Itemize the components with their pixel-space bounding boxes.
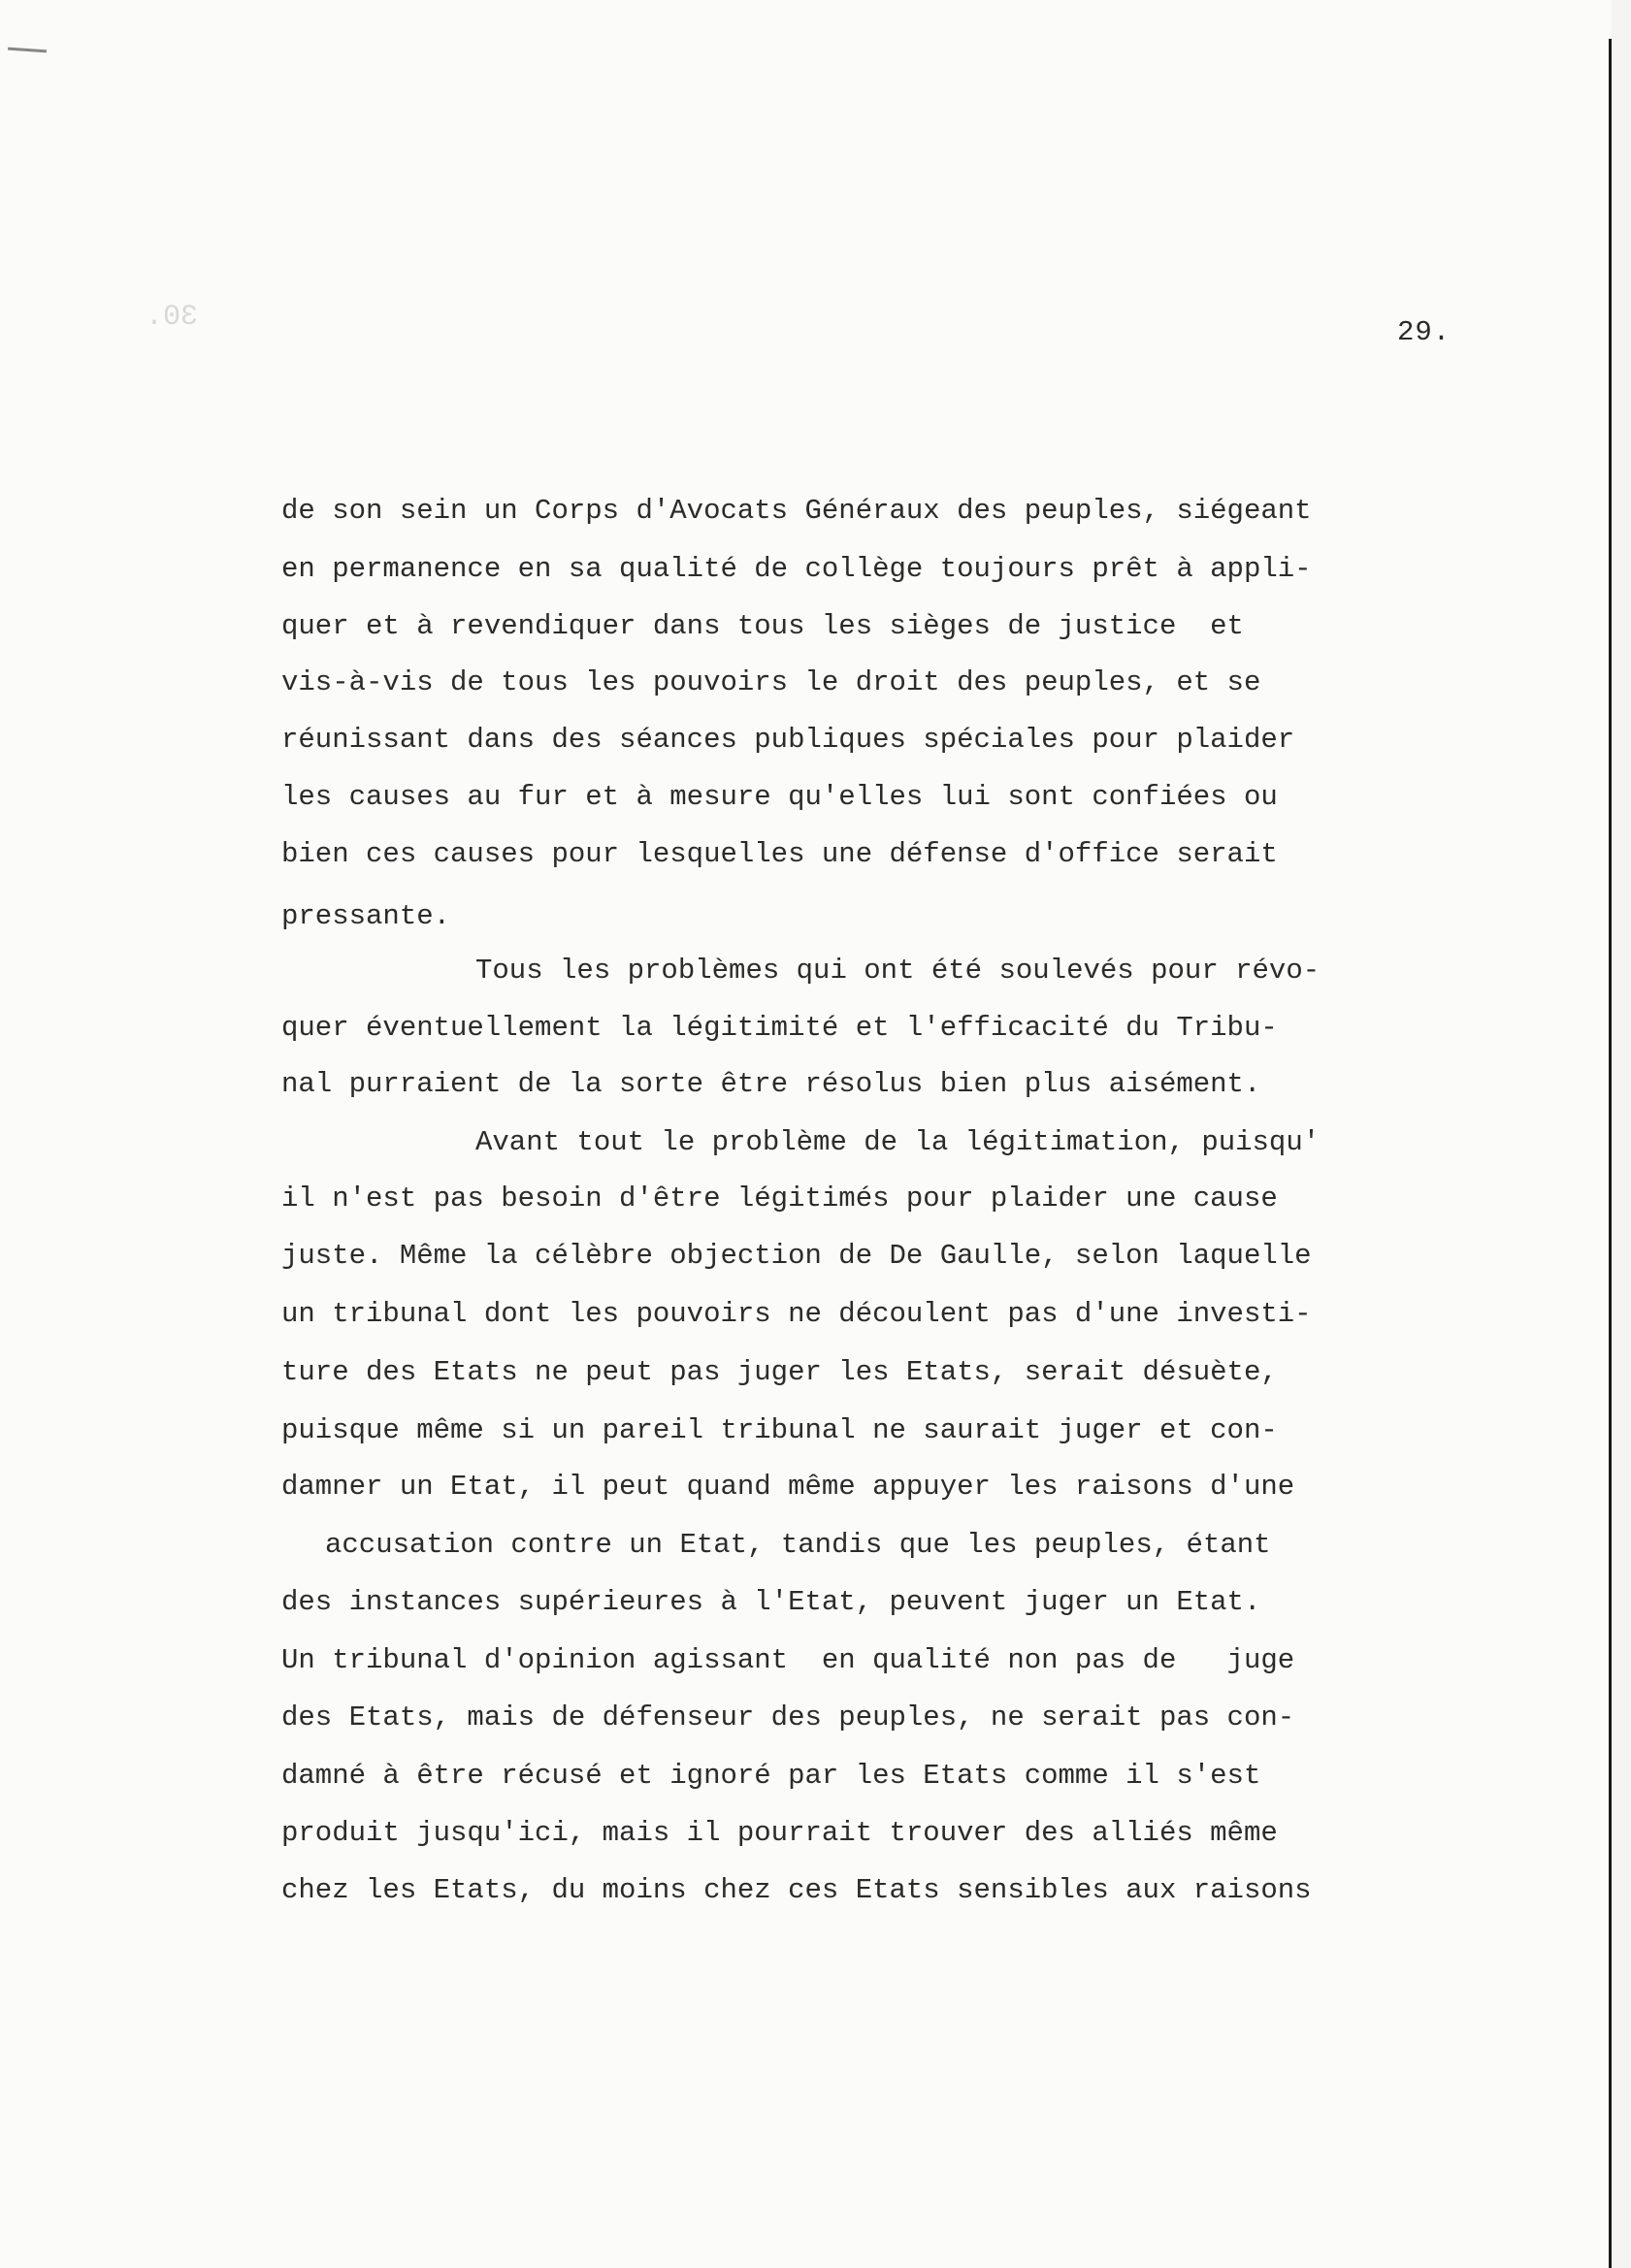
body-line: quer éventuellement la légitimité et l'efficacité du Tribu- — [281, 1012, 1278, 1044]
body-line: des instances supérieures à l'Etat, peuvent juger un Etat. — [281, 1586, 1261, 1618]
body-line: Tous les problèmes qui ont été soulevés pour révo- — [475, 955, 1321, 987]
page-number: 29. — [1397, 316, 1452, 348]
body-line: nal purraient de la sorte être résolus bien plus aisément. — [281, 1068, 1261, 1100]
body-line: Un tribunal d'opinion agissant en qualité non pas de juge — [281, 1644, 1295, 1676]
body-line: réunissant dans des séances publiques spéciales pour plaider — [281, 724, 1295, 756]
bleed-through-page-number: 30. — [146, 301, 199, 334]
body-line: damner un Etat, il peut quand même appuyer les raisons d'une — [281, 1471, 1295, 1503]
body-line: accusation contre un Etat, tandis que les peuples, étant — [325, 1529, 1271, 1561]
body-line: pressante. — [281, 900, 451, 932]
body-line: produit jusqu'ici, mais il pourrait trouver des alliés même — [281, 1817, 1278, 1849]
body-line: bien ces causes pour lesquelles une défense d'office serait — [281, 838, 1278, 870]
body-line: juste. Même la célèbre objection de De Gaulle, selon laquelle — [281, 1240, 1312, 1272]
body-line: des Etats, mais de défenseur des peuples, ne serait pas con- — [281, 1701, 1295, 1733]
right-margin-strip — [1612, 0, 1631, 2268]
body-line: Avant tout le problème de la légitimation, puisqu' — [475, 1126, 1321, 1158]
body-line: damné à être récusé et ignoré par les Etats comme il s'est — [281, 1760, 1261, 1792]
body-line: quer et à revendiquer dans tous les sièges de justice et — [281, 610, 1244, 642]
corner-mark — [8, 48, 47, 53]
body-line: en permanence en sa qualité de collège toujours prêt à appli- — [281, 553, 1312, 585]
body-line: il n'est pas besoin d'être légitimés pour plaider une cause — [281, 1183, 1278, 1215]
body-line: puisque même si un pareil tribunal ne saurait juger et con- — [281, 1414, 1278, 1446]
body-line: vis-à-vis de tous les pouvoirs le droit des peuples, et se — [281, 666, 1261, 698]
body-line: de son sein un Corps d'Avocats Généraux des peuples, siégeant — [281, 495, 1312, 527]
body-line: chez les Etats, du moins chez ces Etats sensibles aux raisons — [281, 1874, 1312, 1906]
body-line: les causes au fur et à mesure qu'elles lui sont confiées ou — [281, 781, 1278, 813]
body-line: ture des Etats ne peut pas juger les Etats, serait désuète, — [281, 1356, 1278, 1388]
body-line: un tribunal dont les pouvoirs ne découlent pas d'une investi- — [281, 1298, 1312, 1330]
